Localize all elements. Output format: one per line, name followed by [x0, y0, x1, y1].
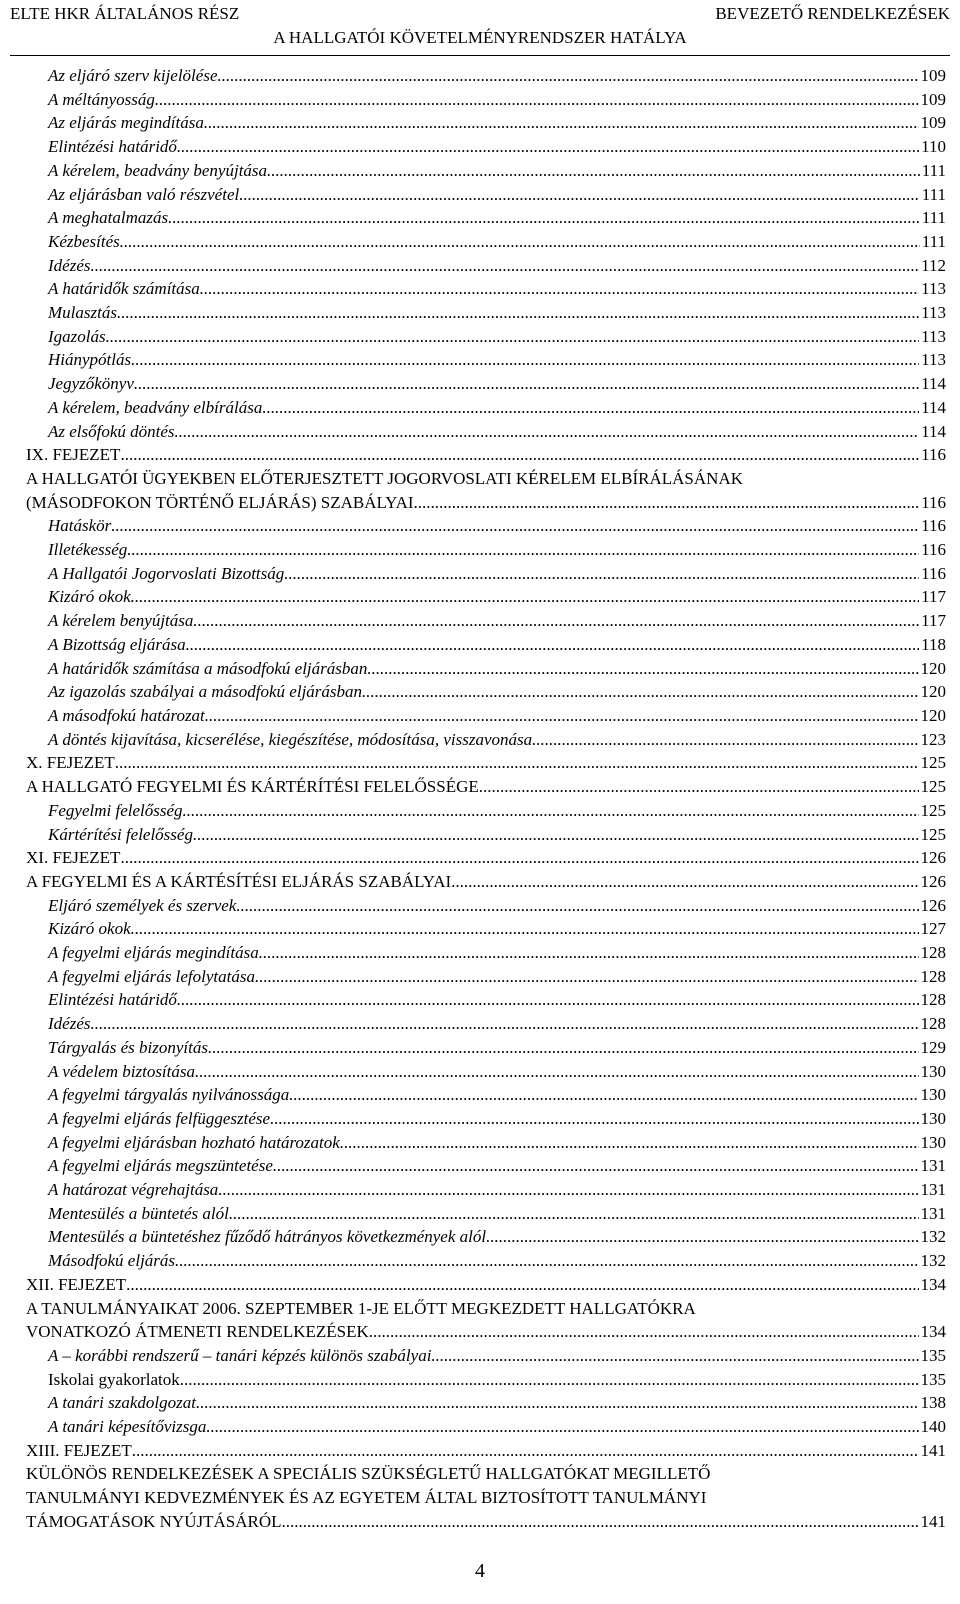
toc-entry-title: A Bizottság eljárása — [48, 634, 186, 654]
toc-entry — [26, 846, 946, 870]
toc-entry — [26, 420, 946, 444]
toc-entry — [26, 894, 946, 918]
toc-page-number: 117 — [921, 587, 946, 607]
toc-entry — [26, 1462, 946, 1533]
toc-entry — [26, 1225, 946, 1249]
toc-leader-dots — [168, 206, 920, 230]
toc-leader-dots — [340, 1131, 919, 1155]
toc-leader-dots — [131, 585, 919, 609]
toc-entry — [26, 728, 946, 752]
toc-entry — [26, 1391, 946, 1415]
page-header — [0, 0, 960, 60]
toc-page-number: 131 — [920, 1203, 946, 1223]
toc-page-number: 127 — [920, 919, 946, 939]
toc-page-number: 129 — [920, 1037, 946, 1057]
toc-entry — [26, 1036, 946, 1060]
toc-leader-dots — [106, 325, 920, 349]
toc-entry — [26, 799, 946, 823]
toc-page-number: 114 — [921, 397, 946, 417]
toc-entry-title: Az eljárásban való részvétel — [48, 184, 240, 204]
toc-entry-title: Iskolai gyakorlatok — [48, 1369, 180, 1389]
toc-entry-title-line: TANULMÁNYI KEDVEZMÉNYEK ÉS AZ EGYETEM ÁLTAL BIZTOSÍTOTT TANULMÁNYI — [26, 1488, 707, 1508]
toc-entry — [26, 183, 946, 207]
toc-page-number: 135 — [920, 1345, 946, 1365]
toc-entry-title: TÁMOGATÁSOK NYÚJTÁSÁRÓL — [26, 1511, 282, 1531]
toc-leader-dots — [132, 1439, 919, 1463]
toc-page-number: 130 — [920, 1132, 946, 1152]
toc-entry — [26, 870, 946, 894]
header-rule — [10, 55, 950, 56]
toc-page-number: 141 — [920, 1440, 946, 1460]
toc-page-number: 135 — [920, 1369, 946, 1389]
toc-entry-title: Elintézési határidő — [48, 990, 177, 1010]
toc-page-number: 134 — [920, 1274, 946, 1294]
toc-entry — [26, 396, 946, 420]
toc-leader-dots — [270, 1107, 918, 1131]
toc-page-number: 116 — [921, 492, 946, 512]
toc-entry-title: Kézbesítés — [48, 231, 120, 251]
toc-leader-dots — [183, 799, 919, 823]
toc-page-number: 116 — [921, 540, 946, 560]
toc-entry-title-line: KÜLÖNÖS RENDELKEZÉSEK A SPECIÁLIS SZÜKSÉGLETŰ HALLGATÓKAT MEGILLETŐ — [26, 1464, 711, 1484]
toc-leader-dots — [204, 111, 919, 135]
toc-entry — [26, 751, 946, 775]
toc-leader-dots — [239, 183, 920, 207]
toc-page-number: 130 — [920, 1085, 946, 1105]
toc-leader-dots — [205, 704, 919, 728]
toc-page-number: 126 — [920, 848, 946, 868]
toc-entry — [26, 1107, 946, 1131]
toc-entry-title: A meghatalmazás — [48, 208, 169, 228]
toc-entry-title: A kérelem benyújtása — [48, 611, 194, 631]
toc-page-number: 110 — [921, 137, 946, 157]
toc-leader-dots — [196, 1391, 919, 1415]
toc-leader-dots — [134, 372, 919, 396]
toc-entry — [26, 1415, 946, 1439]
toc-leader-dots — [414, 491, 920, 515]
toc-entry-title: A fegyelmi tárgyalás nyilvánossága — [48, 1085, 290, 1105]
toc-entry — [26, 1060, 946, 1084]
header-section-left: ELTE HKR ÁLTALÁNOS RÉSZ — [10, 4, 240, 23]
toc-entry-title: Illetékesség — [48, 540, 128, 560]
toc-page-number: 116 — [921, 445, 946, 465]
page-number: 4 — [475, 1560, 485, 1582]
toc-entry — [26, 585, 946, 609]
toc-entry-title: A fegyelmi eljárás felfüggesztése — [48, 1108, 271, 1128]
toc-page-number: 138 — [920, 1393, 946, 1413]
toc-entry-title: A HALLGATÓ FEGYELMI ÉS KÁRTÉRÍTÉSI FELELŐSSÉGE — [26, 777, 479, 797]
header-section-center: A HALLGATÓI KÖVETELMÉNYRENDSZER HATÁLYA — [273, 28, 687, 47]
toc-entry-title: Az igazolás szabályai a másodfokú eljárásban — [48, 682, 363, 702]
toc-leader-dots — [218, 64, 919, 88]
toc-entry-title: A tanári szakdolgozat — [48, 1393, 196, 1413]
toc-leader-dots — [177, 135, 919, 159]
toc-entry-title: Kizáró okok — [48, 587, 131, 607]
toc-entry-title: A fegyelmi eljárás megszüntetése — [48, 1156, 273, 1176]
toc-entry-title: A védelem biztosítása — [48, 1061, 195, 1081]
toc-entry — [26, 988, 946, 1012]
toc-entry-title: Mentesülés a büntetés alól — [48, 1203, 229, 1223]
toc-leader-dots — [155, 88, 919, 112]
toc-entry-title: Igazolás — [48, 326, 106, 346]
table-of-contents — [26, 64, 946, 1534]
toc-entry-title: A fegyelmi eljárás megindítása — [48, 943, 259, 963]
toc-entry — [26, 775, 946, 799]
toc-leader-dots — [175, 1249, 918, 1273]
toc-entry — [26, 1297, 946, 1344]
toc-entry — [26, 254, 946, 278]
toc-entry-title: A FEGYELMI ÉS A KÁRTÉSÍTÉSI ELJÁRÁS SZABÁLYAI — [26, 871, 452, 891]
toc-entry — [26, 277, 946, 301]
toc-entry-title: A határidők számítása a másodfokú eljárásban — [48, 658, 368, 678]
toc-entry-title: A fegyelmi eljárásban hozható határozatok — [48, 1132, 340, 1152]
toc-page-number: 132 — [920, 1227, 946, 1247]
toc-entry — [26, 348, 946, 372]
toc-page-number: 111 — [921, 231, 946, 251]
toc-page-number: 131 — [920, 1180, 946, 1200]
toc-leader-dots — [175, 420, 920, 444]
toc-page-number: 125 — [920, 800, 946, 820]
toc-leader-dots — [120, 443, 919, 467]
toc-entry-title: Az eljáró szerv kijelölése — [48, 66, 218, 85]
toc-leader-dots — [186, 633, 920, 657]
toc-entry-title: X. FEJEZET — [26, 753, 115, 773]
toc-entry-title: XIII. FEJEZET — [26, 1440, 132, 1460]
toc-entry — [26, 609, 946, 633]
toc-entry — [26, 680, 946, 704]
toc-page-number: 113 — [921, 350, 946, 370]
toc-entry — [26, 704, 946, 728]
toc-entry — [26, 941, 946, 965]
toc-leader-dots — [532, 728, 918, 752]
toc-page-number: 113 — [921, 326, 946, 346]
toc-entry-title: A fegyelmi eljárás lefolytatása — [48, 966, 255, 986]
toc-page-number: 120 — [920, 682, 946, 702]
toc-leader-dots — [195, 1060, 919, 1084]
toc-entry-title: Az elsőfokú döntés — [48, 421, 175, 441]
toc-entry-title: Elintézési határidő — [48, 137, 177, 157]
toc-leader-dots — [90, 254, 919, 278]
toc-leader-dots — [218, 1178, 918, 1202]
toc-entry — [26, 111, 946, 135]
toc-page-number: 114 — [921, 374, 946, 394]
toc-entry — [26, 1344, 946, 1368]
toc-leader-dots — [262, 396, 919, 420]
toc-page-number: 134 — [920, 1322, 946, 1342]
toc-page-number: 131 — [920, 1156, 946, 1176]
toc-leader-dots — [131, 348, 919, 372]
toc-page-number: 113 — [921, 303, 946, 323]
toc-leader-dots — [126, 1273, 918, 1297]
toc-entry — [26, 1154, 946, 1178]
toc-entry-title: A határozat végrehajtása — [48, 1180, 219, 1200]
toc-page-number: 116 — [921, 563, 946, 583]
toc-leader-dots — [255, 965, 919, 989]
toc-leader-dots — [362, 680, 918, 704]
toc-entry-title: Kizáró okok — [48, 919, 131, 939]
toc-page-number: 126 — [920, 895, 946, 915]
toc-entry-title: Mentesülés a büntetéshez fűződő hátrányos következmények alól — [48, 1227, 487, 1247]
toc-entry-title: A másodfokú határozat — [48, 705, 205, 725]
toc-entry-title: Tárgyalás és bizonyítás — [48, 1037, 208, 1057]
toc-entry-title: A határidők számítása — [48, 279, 200, 299]
toc-leader-dots — [267, 159, 920, 183]
toc-page-number: 140 — [920, 1417, 946, 1437]
toc-page-number: 113 — [921, 279, 946, 299]
toc-page-number: 117 — [921, 611, 946, 631]
toc-page-number: 130 — [920, 1061, 946, 1081]
toc-page-number: 125 — [920, 753, 946, 773]
toc-entry-title: A – korábbi rendszerű – tanári képzés különös szabályai — [48, 1345, 432, 1365]
toc-page-number: 126 — [920, 871, 946, 891]
toc-entry-title: A Hallgatói Jogorvoslati Bizottság — [48, 563, 285, 583]
toc-page-number: 109 — [920, 66, 946, 85]
toc-leader-dots — [111, 514, 919, 538]
toc-leader-dots — [284, 562, 919, 586]
toc-page-number: 114 — [921, 421, 946, 441]
toc-entry — [26, 443, 946, 467]
toc-page-number: 111 — [921, 160, 946, 180]
toc-entry — [26, 562, 946, 586]
toc-entry-title: XI. FEJEZET — [26, 848, 121, 868]
toc-leader-dots — [431, 1344, 918, 1368]
toc-page-number: 109 — [920, 113, 946, 133]
toc-leader-dots — [451, 870, 918, 894]
toc-entry-title: Eljáró személyek és szervek — [48, 895, 237, 915]
toc-entry-title: Hatáskör — [48, 516, 112, 536]
toc-entry — [26, 88, 946, 112]
toc-page-number: 120 — [920, 658, 946, 678]
toc-entry — [26, 1178, 946, 1202]
toc-page-number: 111 — [921, 184, 946, 204]
toc-entry — [26, 1439, 946, 1463]
toc-entry — [26, 325, 946, 349]
toc-entry — [26, 1368, 946, 1392]
toc-leader-dots — [120, 230, 920, 254]
toc-leader-dots — [273, 1154, 919, 1178]
toc-page-number: 120 — [920, 705, 946, 725]
toc-entry-title: XII. FEJEZET — [26, 1274, 127, 1294]
toc-entry-title: Másodfokú eljárás — [48, 1251, 176, 1271]
toc-entry — [26, 372, 946, 396]
toc-page-number: 123 — [920, 729, 946, 749]
toc-entry-title-line: A HALLGATÓI ÜGYEKBEN ELŐTERJESZTETT JOGORVOSLATI KÉRELEM ELBÍRÁLÁSÁNAK — [26, 468, 743, 488]
toc-leader-dots — [289, 1083, 918, 1107]
toc-leader-dots — [208, 1036, 919, 1060]
toc-leader-dots — [479, 775, 919, 799]
toc-page-number: 132 — [920, 1251, 946, 1271]
toc-entry — [26, 1083, 946, 1107]
toc-entry-title: A méltányosság — [48, 89, 155, 109]
toc-leader-dots — [115, 751, 919, 775]
toc-entry — [26, 657, 946, 681]
toc-entry — [26, 64, 946, 88]
toc-entry-title: Mulasztás — [48, 303, 117, 323]
toc-page-number: 128 — [920, 990, 946, 1010]
toc-entry-title: VONATKOZÓ ÁTMENETI RENDELKEZÉSEK — [26, 1322, 369, 1342]
toc-page-number: 112 — [921, 255, 946, 275]
toc-page-number: 125 — [920, 777, 946, 797]
toc-leader-dots — [281, 1510, 918, 1534]
toc-leader-dots — [367, 657, 918, 681]
toc-entry-title: Kártérítési felelősség — [48, 824, 193, 844]
toc-leader-dots — [120, 846, 918, 870]
toc-entry — [26, 1012, 946, 1036]
toc-entry-title-line: A TANULMÁNYAIKAT 2006. SZEPTEMBER 1-JE ELŐTT MEGKEZDETT HALLGATÓKRA — [26, 1298, 696, 1318]
toc-entry-title: IX. FEJEZET — [26, 445, 121, 465]
toc-entry — [26, 206, 946, 230]
toc-entry — [26, 1273, 946, 1297]
toc-leader-dots — [127, 538, 919, 562]
toc-page-number: 118 — [921, 634, 946, 654]
toc-leader-dots — [193, 609, 919, 633]
toc-leader-dots — [236, 894, 918, 918]
toc-page-number: 128 — [920, 943, 946, 963]
toc-entry-title: Jegyzőkönyv — [48, 374, 134, 394]
toc-leader-dots — [486, 1225, 918, 1249]
toc-leader-dots — [193, 823, 919, 847]
toc-leader-dots — [117, 301, 919, 325]
toc-page-number: 141 — [920, 1511, 946, 1531]
toc-leader-dots — [131, 917, 919, 941]
toc-leader-dots — [229, 1202, 919, 1226]
toc-entry-title: Az eljárás megindítása — [48, 113, 204, 133]
toc-entry-title: A kérelem, beadvány benyújtása — [48, 160, 268, 180]
toc-entry-title: Fegyelmi felelősség — [48, 800, 183, 820]
toc-entry-title: Hiánypótlás — [48, 350, 132, 370]
toc-entry — [26, 467, 946, 514]
toc-page-number: 128 — [920, 966, 946, 986]
toc-leader-dots — [90, 1012, 918, 1036]
toc-entry-title: Idézés — [48, 255, 91, 275]
toc-entry — [26, 538, 946, 562]
toc-entry-title: (MÁSODFOKON TÖRTÉNŐ ELJÁRÁS) SZABÁLYAI — [26, 492, 414, 512]
toc-page-number: 109 — [920, 89, 946, 109]
toc-leader-dots — [200, 277, 919, 301]
toc-entry-title: A döntés kijavítása, kicserélése, kiegészítése, módosítása, visszavonása — [48, 729, 533, 749]
toc-leader-dots — [206, 1415, 918, 1439]
toc-leader-dots — [180, 1368, 919, 1392]
toc-page-number: 125 — [920, 824, 946, 844]
toc-page-number: 128 — [920, 1014, 946, 1034]
toc-leader-dots — [369, 1320, 919, 1344]
header-section-right: BEVEZETŐ RENDELKEZÉSEK — [715, 4, 950, 23]
toc-entry-title: Idézés — [48, 1014, 91, 1034]
toc-entry — [26, 159, 946, 183]
toc-entry — [26, 1202, 946, 1226]
toc-entry — [26, 230, 946, 254]
toc-entry — [26, 1249, 946, 1273]
toc-entry — [26, 633, 946, 657]
toc-entry-title: A tanári képesítővizsga — [48, 1417, 207, 1437]
toc-page-number: 116 — [921, 516, 946, 536]
toc-page-number: 130 — [920, 1108, 946, 1128]
toc-entry — [26, 965, 946, 989]
toc-leader-dots — [259, 941, 919, 965]
toc-entry — [26, 301, 946, 325]
toc-entry — [26, 514, 946, 538]
toc-page-number: 111 — [921, 208, 946, 228]
toc-leader-dots — [177, 988, 919, 1012]
toc-entry — [26, 917, 946, 941]
toc-entry — [26, 823, 946, 847]
toc-entry — [26, 135, 946, 159]
toc-entry — [26, 1131, 946, 1155]
toc-entry-title: A kérelem, beadvány elbírálása — [48, 397, 263, 417]
